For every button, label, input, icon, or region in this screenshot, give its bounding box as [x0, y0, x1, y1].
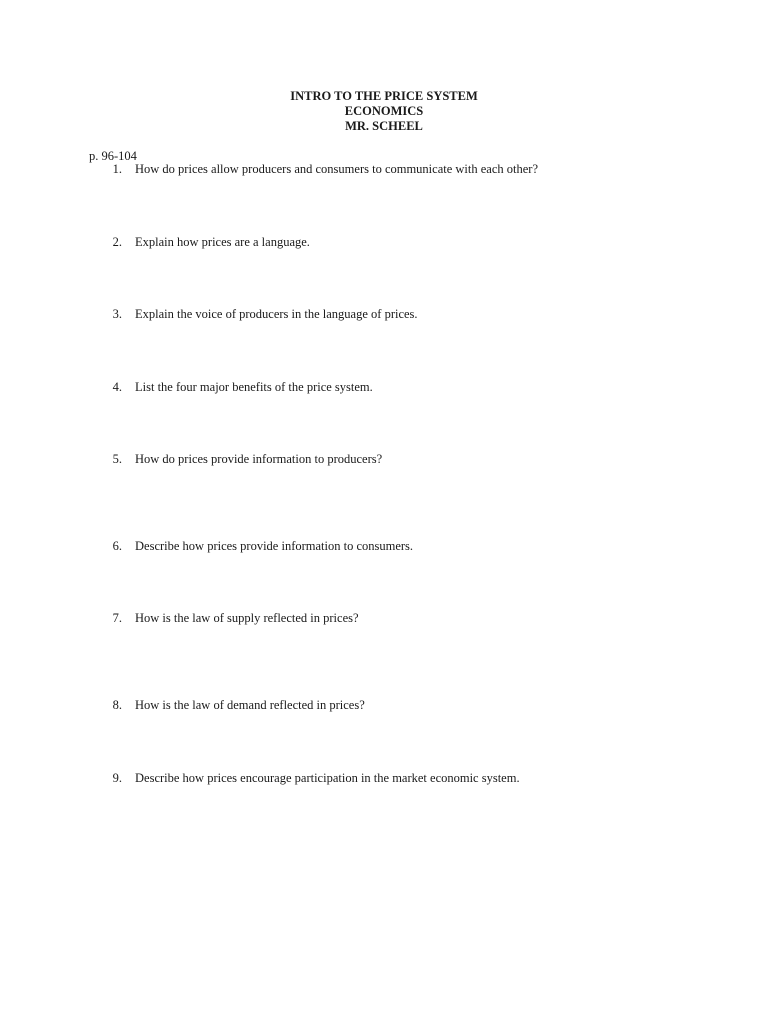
question-number: 2.	[112, 235, 122, 249]
document-header	[0, 89, 768, 134]
page-reference: p. 96-104	[89, 149, 137, 163]
teacher-name: MR. SCHEEL	[345, 119, 423, 133]
question-number: 5.	[112, 452, 122, 466]
question-text: How do prices allow producers and consumers to communicate with each other?	[135, 162, 538, 176]
question-text: How is the law of demand reflected in prices?	[135, 698, 365, 712]
document-title: INTRO TO THE PRICE SYSTEM	[290, 89, 478, 103]
question-number: 3.	[112, 307, 122, 321]
question-number: 9.	[112, 771, 122, 785]
question-number: 7.	[112, 611, 122, 625]
question-number: 4.	[112, 380, 122, 394]
question-number: 8.	[112, 698, 122, 712]
question-text: Describe how prices encourage participation in the market economic system.	[135, 771, 520, 785]
question-text: How do prices provide information to producers?	[135, 452, 383, 466]
question-text: How is the law of supply reflected in prices?	[135, 611, 359, 625]
course-name: ECONOMICS	[344, 104, 424, 118]
question-text: Explain the voice of producers in the language of prices.	[135, 307, 418, 321]
question-number: 6.	[112, 539, 122, 553]
question-text: Explain how prices are a language.	[135, 235, 310, 249]
question-text: List the four major benefits of the price system.	[135, 380, 373, 394]
question-text: Describe how prices provide information to consumers.	[135, 539, 414, 553]
question-number: 1.	[112, 162, 122, 176]
